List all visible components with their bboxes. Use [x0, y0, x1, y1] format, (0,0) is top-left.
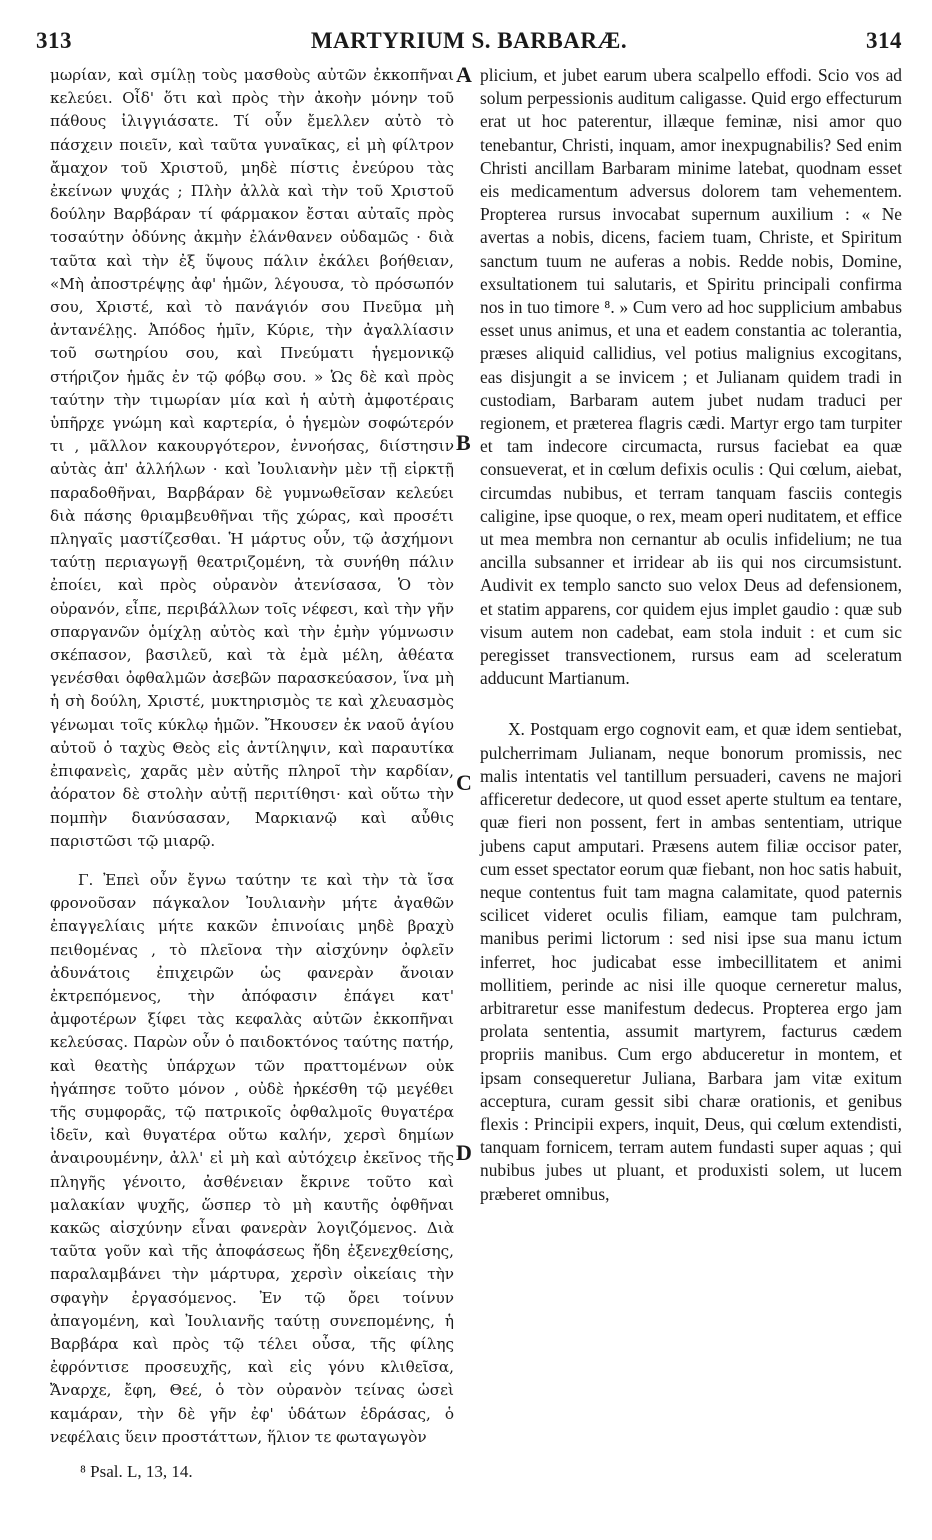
margin-marker-b: B [456, 430, 471, 455]
latin-column [480, 64, 902, 1206]
greek-column [50, 64, 454, 1449]
latin-paragraph-2 [480, 718, 902, 1205]
margin-marker-c: C [456, 770, 472, 795]
greek-text-1: μωρίαν, καὶ σμίλῃ τοὺς μασθοὺς αὐτῶν ἐκκοπῆναι κελεύει. Οἶδ' ὅτι καὶ πρὸς τὴν ἀκοὴν μόνην τοῦ πάθους ἰλιγγιάσατε. Τί οὖν ἔμελλεν αὐτὸ τὸ πάσχειν ποιεῖν, καὶ ταῦτα γυναῖκας, εἰ μὴ φίλτρον ἄμαχον τοῦ Χριστοῦ, μηδὲ πίστις ἐνεύρου τὰς ἐκείνων ψυχάς ; Πλὴν ἀλλὰ καὶ τὴν τοῦ Χριστοῦ δούλην Βαρβάραν τί φάρμακον ἔσται αὐταῖς πρὸς τοσαύτην ὀδύνης ἀκμὴν ἐλάνθανεν οὐδαμῶς · διὰ ταῦτα καὶ τὴν ἐξ ὕψους πάλιν ἐκάλει βοήθειαν, «Μὴ ἀποστρέψῃς ἀφ' ἡμῶν, λέγουσα, τὸ πρόσωπόν σου, Χριστέ, καὶ τὸ πανάγιόν σου Πνεῦμα μὴ ἀντανέλῃς. Ἀπόδος ἡμῖν, Κύριε, τὴν ἀγαλλίασιν τοῦ σωτηρίου σου, καὶ Πνεύματι ἡγεμονικῷ στήριζον ἡμᾶς ἐν τῷ φόβῳ σου. » Ὡς δὲ καὶ πρὸς ταύτην τὴν τιμωρίαν μία καὶ ἡ αὐτὴ ἀμφοτέραις ὑπῆρχε γνώμη καὶ καρτερία, ὁ ἡγεμὼν σοφώτερόν τι , μᾶλλον κακουργότερον, ἐννοήσας, διίστησιν αὐτὰς ἀπ' ἀλλήλων · καὶ Ἰουλιανὴν μὲν τῇ εἱρκτῇ παραδοθῆναι, Βαρβάραν δὲ γυμνωθεῖσαν κελεύει διὰ πάσης θριαμβευθῆναι τῆς χώρας, καὶ προσέτι πληγαῖς μαστίζεσθαι. Ἡ μάρτυς οὖν, τῷ ἀσχήμονι ταύτῃ περιαγωγῇ θεατριζομένη, τὰ συνήθη πάλιν ἐποίει, καὶ πρὸς οὐρανὸν ἀτενίσασα, Ὁ τὸν οὐρανόν, εἶπε, περιβάλλων τοῖς νέφεσι, καὶ τὴν γῆν σπαργανῶν ὁμίχλῃ αὐτὸς καὶ τὴν ἐμὴν γύμνωσιν σκέπασον, βασιλεῦ, καὶ τὰ ἐμὰ μέλη, ἀθέατα γενέσθαι ὀφθαλμῶν ἀσεβῶν παρασκεύασον, ἵνα μὴ ἡ σὴ δούλη, Χριστέ, μυκτηρισμὸς τε καὶ χλευασμὸς γένωμαι τοῖς κύκλῳ ἡμῶν. Ἤκουσεν ἐκ ναοῦ ἁγίου αὐτοῦ ὁ ταχὺς Θεὸς εἰς ἀντίληψιν, καὶ παραυτίκα ἐπιφανεὶς, χαρᾶς μὲν αὐτῆς πληροῖ τὴν καρδίαν, ἀόρατον δὲ στολὴν αὐτῇ περιτίθησι· καὶ οὕτω τὴν πομπὴν διανύσασαν, Μαρκιανῷ καὶ αὖθις παριστῶσι τῷ μιαρῷ. [50, 66, 454, 850]
latin-text-1: plicium, et jubet earum ubera scalpello effodi. Scio vos ad solum perpessionis auditum caligasse. Quid ergo effecturum erat ut hoc paterentur, illæque feminæ, nisi amor quo tenebantur, Christi, inquam, amor inexpugnabilis? Sed enim Christi ancillam Barbaram minime latebat, quodnam esset eis medicamentum adversus dolorem tam vehementem. Propterea rursus invocabat supernum auxilium : « Ne avertas a nobis, dicens, faciem tuam, Christe, et Spiritum sanctum tuum ne auferas a nobis. Redde nobis, Domine, exsultationem tui salutaris, et Spiritu principali confirma nos in tuo timore ⁸. » Cum vero ad hoc supplicium ambabus esset unus animus, et una et eadem constantia ac tolerantia, præses aliquid callidius, vel potius malignius excogitans, eas disjungit a se invicem ; et Julianam quidem tradi in custodiam, Barbaram autem jubet nudam traduci per regionem, et præterea flagris cædi. Martyr ergo tam turpiter et tam indecore circumacta, rursus faciebat ea quæ consueverat, et in cœlum defixis oculis : Qui cœlum, aiebat, circumdas nubibus, et terram tanquam fasciis contegis caligine, ipse quoque, o rex, meam operi nuditatem, et effice ut mea membra non cernantur ab oculis infidelium; ne tua ancilla subsanner et irridear ab iis qui nos circumsistunt. Audivit ex templo sancto suo velox Deus ad defensionem, et statim apparens, cor quidem ejus implet gaudio : quæ sub visum autem non cadebat, eam stola induit : et cum sic peregisset transvectionem, rursus eam ad sceleratum adducunt Martianum. [480, 65, 902, 689]
latin-paragraph-1 [480, 64, 902, 690]
greek-paragraph-1 [50, 64, 454, 853]
latin-text-2: X. Postquam ergo cognovit eam, et quæ idem sentiebat, pulcherrimam Julianam, neque bonorum promissis, nec malis intentatis vel tantillum persuaderi, cavens ne majori afficeretur dedecore, ut quod esset aperte stultum ea tentare, quæ fieri non possent, fert in ambas sententiam, utrique jubens caput amputari. Præsens autem filiæ occisor pater, cum esset spectator eorum quæ fiebant, non hoc satis habuit, neque contentus fuit tam magna calamitate, quod paternis scilicet videret oculis filiam, eamque tam pulchram, manibus perimi lictorum : sed nisi ipse sua manu ictum inferret, hoc judicabat esse imbecillitatem et animi mollitiem, perinde ac nisi ille quoque cerneretur malus, arbitraretur esse manifestum dedecus. Propterea ergo jam prolata sententia, assumit martyrem, facturus cædem propriis manibus. Cum ergo abduceretur in montem, et ipsam consequeretur Juliana, Barbara jam vitæ exitum acceptura, curam gessit sibi charæ orationis, et genibus flexis : Principii expers, inquit, Deus, qui cœlum extendisti, tanquam fornicem, terram autem fundasti super aquas ; qui nubibus jubes ut pluant, et produxisti solem, ut lucem præberet omnibus, [480, 719, 902, 1204]
running-title: MARTYRIUM S. BARBARÆ. [310, 28, 628, 53]
page-number-right: 314 [866, 28, 902, 53]
footnote: ⁸ Psal. L, 13, 14. [80, 1462, 193, 1481]
page-header [36, 28, 902, 60]
margin-marker-d: D [456, 1140, 472, 1165]
greek-text-2: Γ. Ἐπεὶ οὖν ἔγνω ταύτην τε καὶ τὴν τὰ ἴσα φρονοῦσαν πάγκαλον Ἰουλιανὴν μήτε ἀγαθῶν ἐπαγγελίαις μήτε κακῶν ἐπινοίαις μηδὲ βραχὺ πειθομένας , τὸ πλεῖονα τὴν αἰσχύνην ὀφλεῖν ἀδυνάτοις ἐπιχειρῶν ὡς φανερὰν ἄνοιαν ἐκτρεπόμενος, τὴν ἀπόφασιν ἐπάγει κατ' ἀμφοτέρων ξίφει τὰς κεφαλὰς αὐτῶν ἐκκοπῆναι κελεύσας. Παρὼν οὖν ὁ παιδοκτόνος ταύτης πατήρ, καὶ θεατὴς ὑπάρχων τῶν πραττομένων οὐκ ἠγάπησε τοῦτο μόνον , οὐδὲ ἠρκέσθη τῷ μεγέθει τῆς συμφορᾶς, τῷ πατρικοῖς ὀφθαλμοῖς θυγατέρα ἰδεῖν, καὶ θυγατέρα οὕτω καλήν, χερσὶ δημίων ἀναιρουμένην, ἀλλ' εἰ μὴ καὶ αὐτόχειρ ἐκεῖνος τῆς πληγῆς γένοιτο, ἀσθένειαν ἔκρινε τοῦτο καὶ μαλακίαν ψυχῆς, ὥσπερ τὸ μὴ καυτῆς ὀφθῆναι κακῶς αἰσχύνην εἶναι φανερὰν λογιζόμενος. Διὰ ταῦτα γοῦν καὶ τῆς ἀποφάσεως ἤδη ἐξενεχθείσης, παραλαμβάνει τὴν μάρτυρα, χερσὶν οἰκείαις τὴν σφαγὴν ἐργασόμενος. Ἐν τῷ ὄρει τοίνυν ἀπαγομένη, καὶ Ἰουλιανῆς ταύτῃ συνεπομένης, ἡ Βαρβάρα καὶ πρὸς τῷ τέλει οὖσα, τῆς φίλης ἐφρόντισε προσευχῆς, καὶ εἰς γόνυ κλιθεῖσα, Ἄναρχε, ἔφη, Θεέ, ὁ τὸν οὐρανὸν τείνας ὡσεὶ καμάραν, τὴν δὲ γῆν ἐφ' ὑδάτων ἑδράσας, ὁ νεφέλαις ὕειν προστάττων, ἥλιον τε φωταγωγὸν [50, 870, 454, 1446]
greek-paragraph-2 [50, 869, 454, 1449]
page-number-left: 313 [36, 28, 72, 53]
margin-marker-a: A [456, 62, 472, 87]
